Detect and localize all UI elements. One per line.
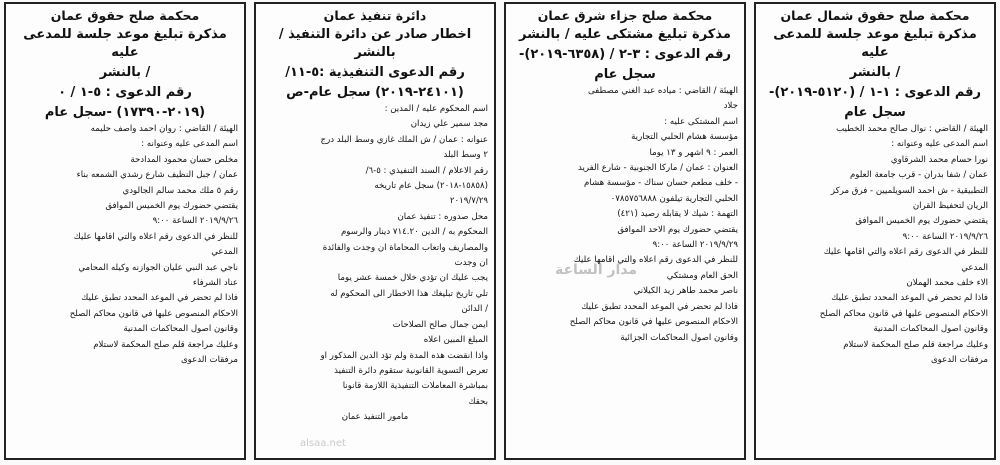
- body-line: للنظر في الدعوى رقم اعلاه والتي اقامها عليك: [573, 255, 738, 266]
- body-line: ٢٠١٩/٩/٢٦ الساعة ٩:٠٠: [902, 231, 988, 242]
- body-line: المبلغ المبين اعلاه: [423, 335, 488, 346]
- notice-heading: مذكرة تبليغ موعد جلسة للمدعى عليه: [773, 27, 977, 60]
- body-line: ٢٠١٩/٩/٢٦ الساعة ٩:٠٠: [152, 216, 238, 227]
- body-line: للنظر في الدعوى رقم اعلاه والتي اقامها عليك: [73, 231, 238, 242]
- body-line: يجب عليك ان تؤدي خلال خمسة عشر يوما: [337, 273, 488, 284]
- body-line: الاحكام المنصوص عليها في قانون محاكم الصلح: [569, 317, 738, 328]
- body-line: الهيئة / القاضي : مياده عبد الغني مصطفى: [587, 86, 738, 96]
- body-line: يقتضي حضورك يوم الخميس الموافق: [855, 216, 988, 227]
- notice-heading: اخطار صادر عن دائرة التنفيذ / بالنشر: [278, 27, 472, 60]
- body-line: للنظر في الدعوى رقم اعلاه والتي اقامها عليك: [823, 247, 988, 258]
- body-line: فاذا لم تحضر في الموعد المحدد تطبق عليك: [581, 301, 738, 312]
- body-line: محل صدوره : تنفيذ عمان: [397, 211, 488, 222]
- body-line: فاذا لم تحضر في الموعد المحدد تطبق عليك: [81, 293, 238, 304]
- notice-title: دائرة تنفيذ عمان: [323, 8, 427, 23]
- body-line: اسم المدعى عليه وعنوانه :: [891, 139, 988, 150]
- body-line: التهمة : شيك لا يقابله رصيد (٤٢١): [617, 209, 738, 220]
- body-line: عمان / جبل النظيف شارع رشدي الشمعه بناء: [76, 170, 238, 181]
- case-number: سجل عام: [594, 67, 656, 82]
- notice-heading: / بالنشر: [99, 65, 151, 80]
- body-line: اسم المحكوم عليه / المدين :: [384, 104, 488, 114]
- body-line: الحق العام ومشتكي: [666, 270, 738, 281]
- body-line: وعليك مراجعة قلم صلح المحكمة لاستلام: [93, 339, 238, 350]
- body-line: عنوانه : عمان / ش الملك غازي وسط البلد درج: [320, 134, 488, 145]
- case-number: رقم الدعوى : ٣-٢ / (٦٣٥٨-٢٠١٩)-: [518, 47, 732, 62]
- case-number: رقم الدعوى : ١-١ / (٥١٢٠-٢٠١٩)-: [768, 85, 982, 100]
- body-line: عناد الشرفاء: [192, 278, 238, 289]
- case-number: سجل عام: [844, 105, 906, 120]
- notice-title: محكمة صلح حقوق عمان: [50, 8, 200, 23]
- body-line: مرفقات الدعوى: [930, 355, 988, 366]
- notice-title: محكمة صلح حقوق شمال عمان: [780, 8, 970, 23]
- body-line: الريان لتحفيظ القران: [912, 201, 988, 212]
- body-line: تلي تاريخ تبليغك هذا الاخطار الى المحكوم له: [330, 288, 488, 299]
- body-line: بمباشرة المعاملات التنفيذية اللازمة قانونا: [342, 381, 488, 392]
- body-line: بحقك: [468, 396, 488, 407]
- body-line: اسم المشتكى عليه :: [664, 116, 738, 127]
- body-line: ان وجدت: [454, 258, 488, 269]
- body-line: العمر : ٩ اشهر و ١٣ يوما: [649, 147, 738, 158]
- body-line: ناجي عبد النبي عليان الجوازنه وكيله المحامي: [78, 262, 238, 273]
- notice-amman-civil-court: [4, 2, 246, 460]
- notice-signer: مامور التنفيذ عمان: [341, 412, 409, 423]
- body-line: فاذا لم تحضر في الموعد المحدد تطبق عليك: [831, 293, 988, 304]
- body-line: رقم ٥ ملك محمد سالم الجالودي: [122, 185, 238, 196]
- case-number: رقم الدعوى التنفيذية :٥-١١/: [285, 65, 465, 80]
- body-line: عمان / شفا بدران - قرب جامعة العلوم: [849, 170, 988, 181]
- case-number: (٢٠١٩-١٧٣٩٠) -سجل عام: [44, 105, 206, 120]
- site-watermark-url: alsaa.net: [300, 438, 346, 449]
- case-number: (٢٤١٠١-٢٠١٩) سجل عام-ص: [286, 85, 464, 100]
- body-line: تعرض التسوية القانونية ستقوم دائرة التنفيذ: [334, 365, 488, 376]
- body-line: وعليك مراجعة قلم صلح المحكمة لاستلام: [843, 339, 988, 350]
- case-number: رقم الدعوى : ٥-١ / ٠: [58, 85, 192, 100]
- body-line: مجد سمير علي زيدان: [410, 119, 488, 130]
- body-line: ٢٠١٩/٧/٢٩: [449, 196, 488, 207]
- body-line: الاء خلف محمد الهملان: [906, 278, 988, 289]
- body-line: المدعي: [211, 247, 238, 258]
- body-line: يقتضي حضورك يوم الاحد الموافق: [617, 224, 738, 235]
- body-line: نورا حسام محمد الشرقاوي: [890, 154, 988, 165]
- body-line: والمصاريف واتعاب المحاماة ان وجدت والفائدة: [322, 242, 488, 253]
- body-line: ايمن جمال صالح الصلاحات: [392, 319, 488, 330]
- notice-heading: مذكرة تبليغ موعد جلسة للمدعى عليه: [23, 27, 227, 60]
- body-line: التطبيقية - ش احمد السويلميين - فرق مركز: [830, 185, 988, 196]
- body-line: مرفقات الدعوى: [180, 355, 238, 366]
- body-line: مؤسسة هشام الحلبي التجارية: [631, 132, 738, 143]
- body-line: ٢٠١٩/٩/٢٩ الساعة ٩:٠٠: [652, 240, 738, 251]
- body-line: الهيئة / القاضي : روان احمد واصف حليمه: [90, 124, 238, 134]
- site-watermark: مدار الساعة: [555, 262, 638, 278]
- body-line: واذا انقضت هذه المدة ولم تؤد الدين المذكور او: [320, 350, 488, 361]
- body-line: ٢ وسط البلد: [443, 150, 488, 161]
- notice-heading: / بالنشر: [849, 65, 901, 80]
- body-line: الهيئة / القاضي : نوال صالح محمد الخطيب: [836, 124, 988, 134]
- body-line: (١٥٨٥٨-٢٠١٨) سجل عام تاريخه: [374, 181, 488, 192]
- body-line: / الدائن: [461, 304, 488, 315]
- body-line: وقانون اصول المحاكمات المدنية: [873, 324, 988, 335]
- notice-east-amman-criminal-court: [504, 2, 746, 460]
- body-line: ناصر محمد طاهر زيد الكيلاني: [633, 286, 738, 297]
- body-line: العنوان : عمان / ماركا الجنوبية - شارع الفريد: [577, 163, 738, 174]
- notice-heading: مذكرة تبليغ مشتكى عليه / بالنشر: [519, 27, 731, 42]
- body-line: اسم المدعى عليه وعنوانه :: [141, 139, 238, 150]
- body-line: الاحكام المنصوص عليها في قانون محاكم الصلح: [819, 308, 988, 319]
- body-line: مخلص حسان محمود المدادحة: [130, 154, 238, 165]
- body-line: - خلف مطعم حسان سناك - مؤسسة هشام: [584, 178, 738, 189]
- body-line: جلاد: [723, 101, 738, 112]
- body-line: وقانون اصول المحاكمات المدنية: [123, 324, 238, 335]
- body-line: المدعي: [961, 262, 988, 273]
- body-line: يقتضي حضورك يوم الخميس الموافق: [105, 201, 238, 212]
- body-line: وقانون اصول المحاكمات الجزائية: [620, 332, 738, 343]
- body-line: المحكوم به / الدين ٧١٤.٢٠ دينار والرسوم: [340, 227, 488, 238]
- body-line: الحلبي التجارية تيلفون ٠٧٨٥٧٥٦٨٨٨: [610, 193, 738, 204]
- body-line: الاحكام المنصوص عليها في قانون محاكم الصلح: [69, 308, 238, 319]
- notice-title: محكمة صلح جزاء شرق عمان: [537, 8, 713, 23]
- body-line: رقم الاعلام / السند التنفيذي : ٥-٦/: [365, 165, 488, 176]
- notice-amman-execution-dept: [254, 2, 496, 460]
- notice-north-amman-civil-court: [754, 2, 996, 460]
